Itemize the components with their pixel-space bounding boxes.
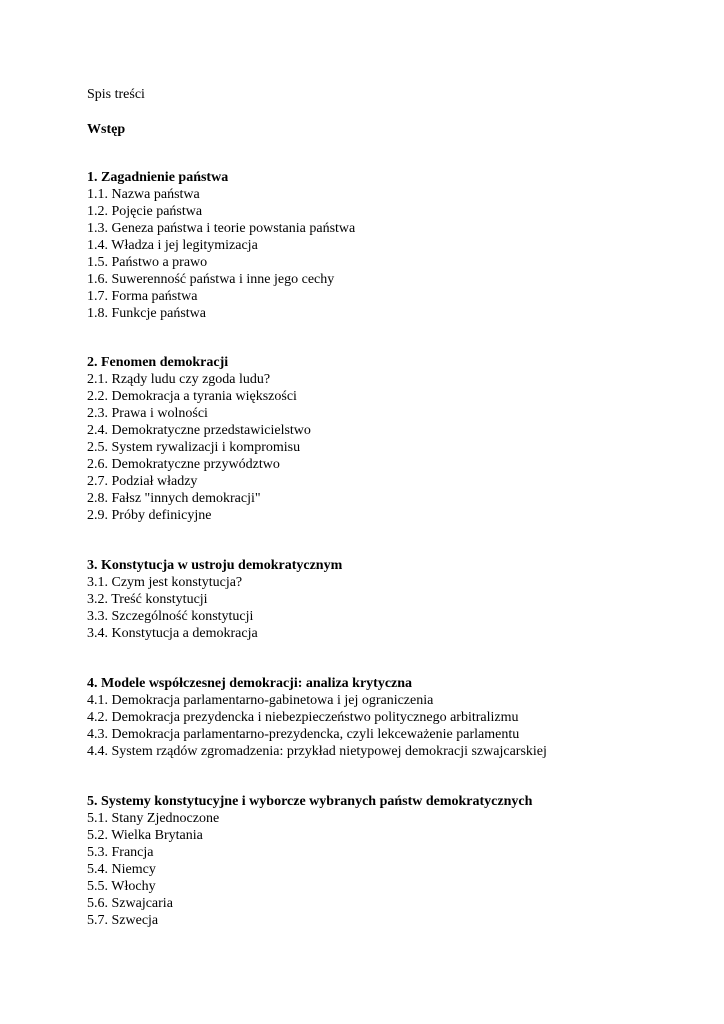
- toc-item: 5.3. Francja: [87, 845, 154, 860]
- toc-item: 2.8. Fałsz "innych demokracji": [87, 491, 261, 506]
- section-heading-2: 2. Fenomen demokracji: [87, 355, 229, 370]
- section-heading-1: 1. Zagadnienie państwa: [87, 170, 229, 185]
- toc-item: 2.4. Demokratyczne przedstawicielstwo: [87, 423, 311, 438]
- toc-item: 3.1. Czym jest konstytucja?: [87, 575, 243, 590]
- toc-item: 5.7. Szwecja: [87, 913, 159, 928]
- toc-item: 1.6. Suwerenność państwa i inne jego cechy: [87, 272, 335, 287]
- toc-item: 1.8. Funkcje państwa: [87, 306, 206, 321]
- toc-item: 4.3. Demokracja parlamentarno-prezydencka, czyli lekceważenie parlamentu: [87, 727, 520, 742]
- intro-heading: Wstęp: [87, 122, 126, 137]
- toc-item: 1.4. Władza i jej legitymizacja: [87, 238, 258, 253]
- toc-item: 5.1. Stany Zjednoczone: [87, 811, 220, 826]
- toc-item: 2.3. Prawa i wolności: [87, 406, 208, 421]
- toc-item: 5.2. Wielka Brytania: [87, 828, 203, 843]
- toc-item: 4.1. Demokracja parlamentarno-gabinetowa i jej ograniczenia: [87, 693, 434, 708]
- toc-item: 1.3. Geneza państwa i teorie powstania państwa: [87, 221, 356, 236]
- toc-title: Spis treści: [87, 87, 145, 102]
- toc-item: 5.6. Szwajcaria: [87, 896, 173, 911]
- toc-item: 2.1. Rządy ludu czy zgoda ludu?: [87, 372, 271, 387]
- toc-item: 1.2. Pojęcie państwa: [87, 204, 203, 219]
- toc-item: 4.4. System rządów zgromadzenia: przykład nietypowej demokracji szwajcarskiej: [87, 744, 547, 759]
- toc-item: 3.4. Konstytucja a demokracja: [87, 626, 258, 641]
- toc-item: 2.6. Demokratyczne przywództwo: [87, 457, 280, 472]
- toc-item: 2.5. System rywalizacji i kompromisu: [87, 440, 301, 455]
- toc-item: 1.5. Państwo a prawo: [87, 255, 208, 270]
- toc-item: 3.3. Szczególność konstytucji: [87, 609, 254, 624]
- toc-item: 2.7. Podział władzy: [87, 474, 198, 489]
- section-heading-5: 5. Systemy konstytucyjne i wyborcze wybranych państw demokratycznych: [87, 794, 533, 809]
- toc-item: 2.2. Demokracja a tyrania większości: [87, 389, 297, 404]
- section-heading-4: 4. Modele współczesnej demokracji: analiza krytyczna: [87, 676, 413, 691]
- toc-item: 5.4. Niemcy: [87, 862, 156, 877]
- toc-item: 1.1. Nazwa państwa: [87, 187, 200, 202]
- section-heading-3: 3. Konstytucja w ustroju demokratycznym: [87, 558, 343, 573]
- toc-item: 3.2. Treść konstytucji: [87, 592, 208, 607]
- toc-item: 1.7. Forma państwa: [87, 289, 198, 304]
- toc-item: 5.5. Włochy: [87, 879, 156, 894]
- toc-item: 4.2. Demokracja prezydencka i niebezpieczeństwo politycznego arbitralizmu: [87, 710, 519, 725]
- toc-item: 2.9. Próby definicyjne: [87, 508, 212, 523]
